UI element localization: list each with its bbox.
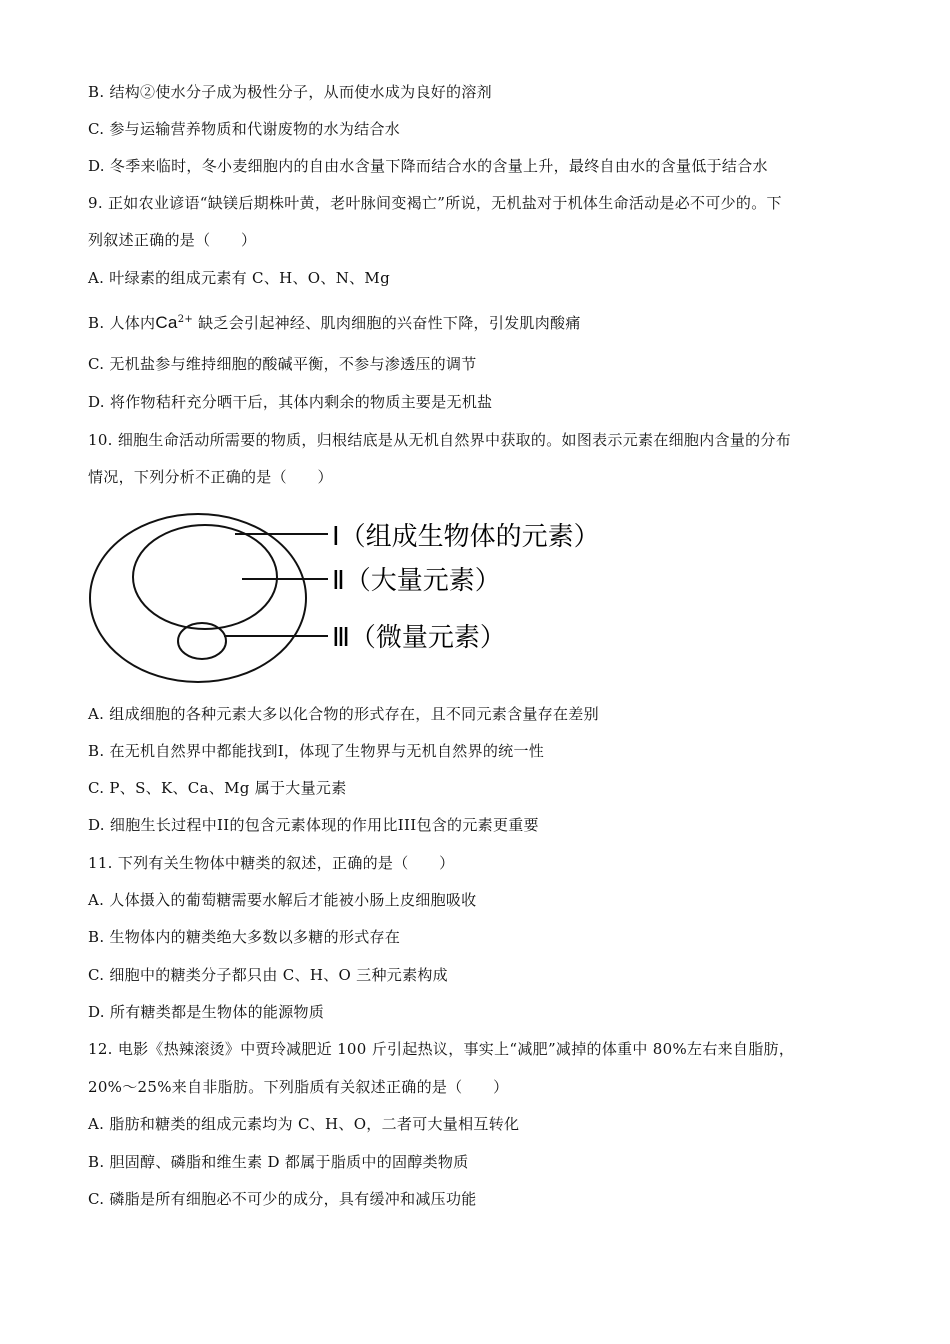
q12-option-c: C. 磷脂是所有细胞必不可少的成分，具有缓冲和减压功能 [88,1190,477,1208]
q9-option-b-prefix: B. 人体内 [88,314,156,332]
q10-stem-line1: 10. 细胞生命活动所需要的物质，归根结底是从无机自然界中获取的。如图表示元素在细胞内含量的分布 [88,431,792,449]
q8-option-b: B. 结构②使水分子成为极性分子，从而使水成为良好的溶剂 [88,83,492,101]
q11-option-d: D. 所有糖类都是生物体的能源物质 [88,1003,325,1021]
q11-option-c: C. 细胞中的糖类分子都只由 C、H、O 三种元素构成 [88,966,448,984]
q12-option-b: B. 胆固醇、磷脂和维生素 D 都属于脂质中的固醇类物质 [88,1153,469,1171]
q8-option-d: D. 冬季来临时，冬小麦细胞内的自由水含量下降而结合水的含量上升，最终自由水的含量低于结合水 [88,157,768,175]
q10-option-a: A. 组成细胞的各种元素大多以化合物的形式存在，且不同元素含量存在差别 [88,705,599,723]
q8-option-c: C. 参与运输营养物质和代谢废物的水为结合水 [88,120,401,138]
q12-stem-line2: 20%～25%来自非脂肪。下列脂质有关叙述正确的是（ ） [88,1078,509,1096]
calcium-symbol: Ca [155,313,178,332]
label-II: Ⅱ（大量元素） [332,566,501,596]
calcium-charge: 2+ [177,314,194,325]
q9-option-d: D. 将作物秸秆充分晒干后，其体内剩余的物质主要是无机盐 [88,393,493,411]
q10-option-d: D. 细胞生长过程中II的包含元素体现的作用比III包含的元素更重要 [88,816,539,834]
q9-option-b-suffix: 缺乏会引起神经、肌肉细胞的兴奋性下降，引发肌肉酸痛 [193,314,581,332]
label-III: Ⅲ（微量元素） [332,623,506,653]
q9-stem-line2: 列叙述正确的是（ ） [88,231,257,249]
q9-option-a: A. 叶绿素的组成元素有 C、H、O、N、Mg [88,269,390,287]
q11-stem: 11. 下列有关生物体中糖类的叙述，正确的是（ ） [88,854,455,872]
q9-option-b [88,310,581,333]
q9-stem-line1: 9. 正如农业谚语“缺镁后期株叶黄，老叶脉间变褐亡”所说，无机盐对于机体生命活动是必不可少的。下 [88,194,782,212]
outer-circle-I [90,514,306,682]
q10-stem-line2: 情况，下列分析不正确的是（ ） [88,468,333,486]
q9-option-c: C. 无机盐参与维持细胞的酸碱平衡，不参与渗透压的调节 [88,355,477,373]
q11-option-b: B. 生物体内的糖类绝大多数以多糖的形式存在 [88,928,401,946]
label-I: Ⅰ（组成生物体的元素） [332,522,600,552]
q12-stem-line1: 12. 电影《热辣滚烫》中贾玲减肥近 100 斤引起热议，事实上“减肥”减掉的体重中 80%左右来自脂肪， [88,1040,795,1058]
q12-option-a: A. 脂肪和糖类的组成元素均为 C、H、O，二者可大量相互转化 [88,1115,520,1133]
element-distribution-diagram [80,505,640,695]
q10-option-b: B. 在无机自然界中都能找到I，体现了生物界与无机自然界的统一性 [88,742,545,760]
middle-circle-II [133,525,277,629]
q10-option-c: C. P、S、K、Ca、Mg 属于大量元素 [88,779,347,797]
q11-option-a: A. 人体摄入的葡萄糖需要水解后才能被小肠上皮细胞吸收 [88,891,477,909]
